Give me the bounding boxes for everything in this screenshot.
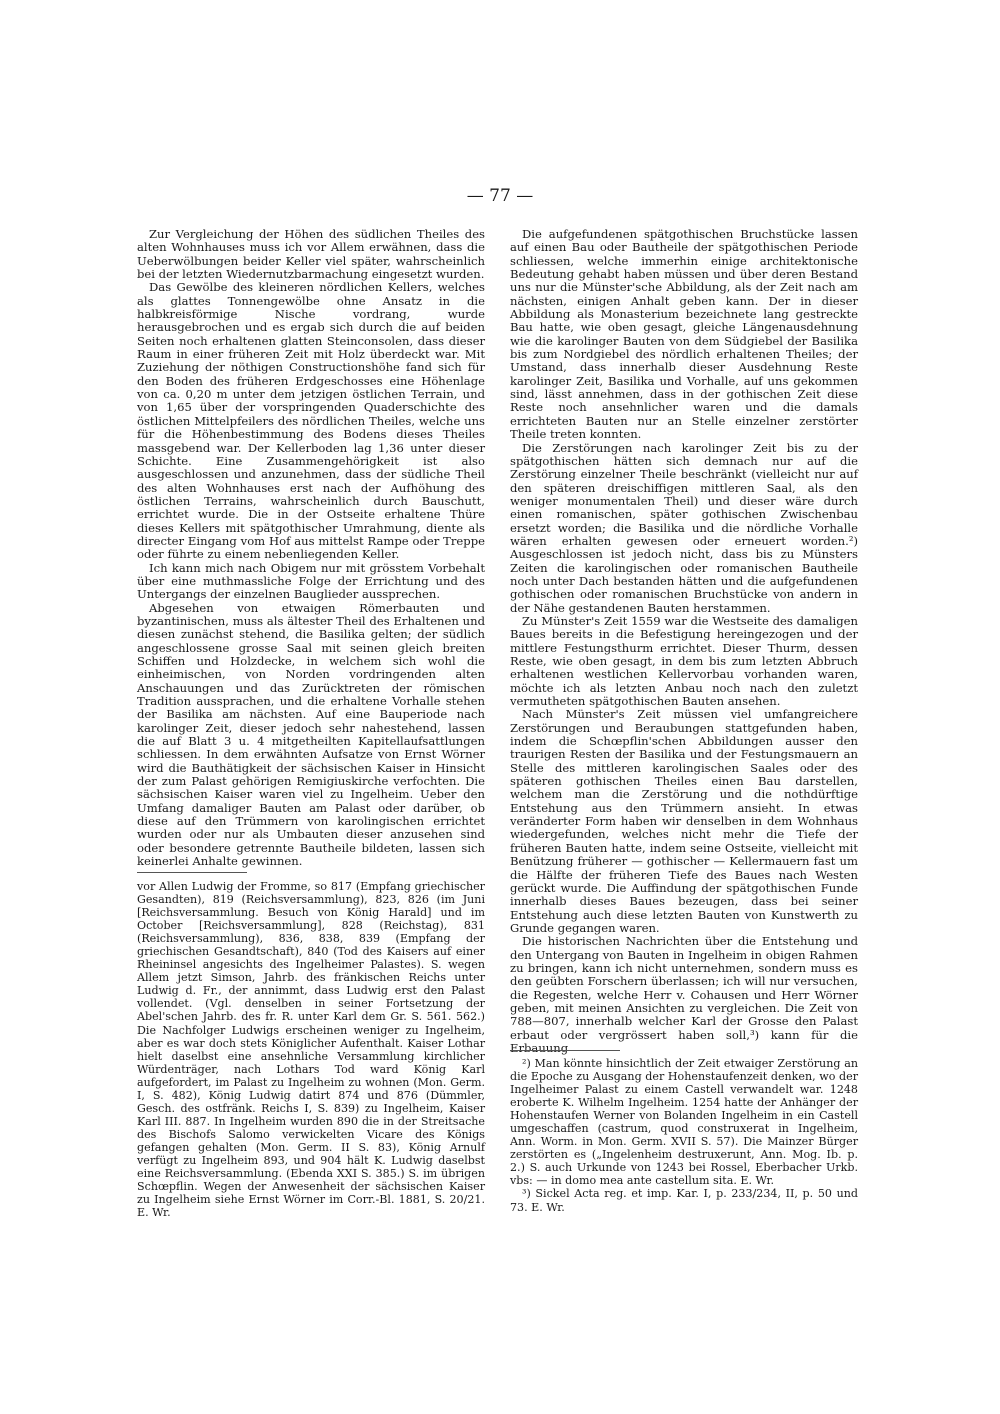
footnote-text: vor Allen Ludwig der Fromme, so 817 (Empfang griechischer Gesandten), 819 (Reichsversammlung), 823, 826 (im Juni [Reichsversammlung. Besuch von König Harald] und im October [Reichsversammlung], 828 (Reichstag), 831 (Reichsversammlung), 836, 838, 839 (Empfang der griechischen Gesandtschaft), 840 (Tod des Kaisers auf einer Rheininsel angesichts des Ingelheimer Palastes). S. wegen Allem jetzt Simson, Jahrb. des fränkischen Reichs unter Ludwig d. Fr., der annimmt, dass Ludwig erst den Palast vollendet. (Vgl. denselben in seiner Fortsetzung der Abel'schen Jahrb. des fr. R. unter Karl dem Gr. S. 561. 562.) Die Nachfolger Ludwigs erscheinen weniger zu Ingelheim, aber es war doch stets Königlicher Aufenthalt. Kaiser Lothar hielt daselbst eine ansehnliche Versammlung kirchlicher Würdenträger, nach Lothars Tod ward König Karl aufgefordert, im Palast zu Ingelheim zu wohnen (Mon. Germ. I, S. 482), König Ludwig datirt 874 und 876 (Dümmler, Gesch. des ostfränk. Reichs I, S. 839) zu Ingelheim, Kaiser Karl III. 887. In Ingelheim wurden 890 die in der Streitsache des Bischofs Salomo verwickelten Vicare des Königs gefangen gehalten (Mon. Germ. II S. 83), König Arnulf verfügt zu Ingelheim 893, und 904 hält K. Ludwig daselbst eine Reichsversammlung. (Ebenda XXI S. 385.) S. im übrigen Schœpflin. Wegen der Anwesenheit der sächsischen Kaiser zu Ingelheim siehe Ernst Wörner im Corr.-Bl. 1881, S. 20/21. E. Wr.: [137, 880, 485, 1220]
paragraph: Abgesehen von etwaigen Römerbauten und byzantinischen, muss als ältester Theil des Erhaltenen und diesen zunächst stehend, die Basilika gelten; der südlich angeschlossene grosse Saal mit seinen gleich breiten Schiffen und Holzdecke, in welchem sich wohl die einheimischen, von Norden vordringenden alten Anschauungen und das Zurücktreten der römischen Tradition aussprachen, und die erhaltene Vorhalle stehen der Basilika am nächsten. Auf eine Bauperiode nach karolinger Zeit, dieser jedoch sehr nahestehend, lassen die auf Blatt 3 u. 4 mitgetheilten Kapitellaufsattlungen schliessen. In dem erwähnten Aufsatze von Ernst Wörner wird die Bauthätigkeit der sächsischen Kaiser in Hinsicht der zum Palast gehörigen Remigiuskirche verfochten. Die sächsischen Kaiser waren viel zu Ingelheim. Ueber den Umfang damaliger Bauten am Palast oder darüber, ob diese auf den Trümmern von karolingischen errichtet wurden oder nur als Umbauten dieser anzusehen sind oder besondere getrennte Bautheile bildeten, lassen sich keinerlei Anhalte gewinnen.: [137, 600, 485, 869]
paragraph: Die aufgefundenen spätgothischen Bruchstücke lassen auf einen Bau oder Bautheile der spätgothischen Periode schliessen, welche immerhin einige architektonische Bedeutung gehabt haben müssen und über deren Bestand uns nur die Münster'sche Abbildung, als der Zeit nach am nächsten, einigen Anhalt geben kann. Der in dieser Abbildung als Monasterium bezeichnete lang gestreckte Bau hatte, wie oben gesagt, gleiche Längenausdehnung wie die karolinger Bauten von dem Südgiebel der Basilika bis zum Nordgiebel des nördlich erhaltenen Theiles; der Umstand, dass innerhalb dieser Ausdehnung Reste karolinger Zeit, Basilika und Vorhalle, auf uns gekommen sind, lässt annehmen, dass in der gothischen Zeit diese Reste noch ansehnlicher waren und die damals errichteten Bauten nur an Stelle einzelner zerstörter Theile treten konnten.: [510, 227, 858, 442]
paragraph: Ich kann mich nach Obigem nur mit grösstem Vorbehalt über eine muthmassliche Folge der Errichtung und des Untergangs der einzelnen Bauglieder aussprechen.: [137, 560, 485, 602]
left-footnote: [137, 880, 485, 1219]
right-column: [510, 228, 858, 1055]
paragraph: Das Gewölbe des kleineren nördlichen Kellers, welches als glattes Tonnengewölbe ohne Ansatz in die halbkreisförmige Nische vordrang, wurde herausgebrochen und es ergab sich durch die auf beiden Seiten noch erhaltenen glatten Steinconsolen, dass dieser Raum in einer früheren Zeit mit Holz überdeckt war. Mit Zuziehung der nöthigen Constructionshöhe fand sich für den Boden des früheren Erdgeschosses eine Höhenlage von ca. 0,20 m unter dem jetzigen östlichen Terrain, und von 1,65 über der vorspringenden Quaderschichte des östlichen Mittelpfeilers des nördlichen Theiles, welche uns für die Höhenbestimmung des Bodens dieses Theiles massgebend war. Der Kellerboden lag 1,36 unter dieser Schichte. Eine Zusammengehörigkeit ist also ausgeschlossen und anzunehmen, dass der südliche Theil des alten Wohnhauses erst nach der Aufhöhung des östlichen Terrains, wahrscheinlich durch Bauschutt, errichtet wurde. Die in der Ostseite erhaltene Thüre dieses Kellers mit spätgothischer Umrahmung, diente als directer Eingang vom Hof aus mittelst Rampe oder Treppe oder führte zu einem nebenliegenden Keller.: [137, 280, 485, 562]
footnote-3: ³) Sickel Acta reg. et imp. Kar. I, p. 233/234, II, p. 50 und 73. E. Wr.: [510, 1187, 858, 1214]
left-column: [137, 228, 485, 869]
paragraph: Die Zerstörungen nach karolinger Zeit bis zu der spätgothischen hätten sich demnach nur auf die Zerstörung einzelner Theile beschränkt (vielleicht nur auf den späteren dreischiffigen mittleren Saal, als den weniger monumentalen Theil) und dieser wäre durch einen romanischen, später gothischen Zwischenbau ersetzt worden; die Basilika und die nördliche Vorhalle wären erhalten gewesen oder erneuert worden.²) Ausgeschlossen ist jedoch nicht, dass bis zu Münsters Zeiten die karolingischen oder romanischen Bautheile noch unter Dach bestanden hätten und die aufgefundenen gothischen oder romanischen Bruchstücke von andern in der Nähe gestandenen Bauten herstammen.: [510, 440, 858, 615]
page-number: — 77 —: [466, 186, 534, 206]
paragraph: Zur Vergleichung der Höhen des südlichen Theiles des alten Wohnhauses muss ich vor Allem erwähnen, dass die Ueberwölbungen beider Keller viel später, wahrscheinlich bei der letzten Wiedernutzbarmachung eingesetzt wurden.: [137, 227, 485, 282]
footnote-2: ²) Man könnte hinsichtlich der Zeit etwaiger Zerstörung an die Epoche zu Ausgang der Hohenstaufenzeit denken, wo der Ingelheimer Palast zu einem Castell verwandelt war. 1248 eroberte K. Wilhelm Ingelheim. 1254 hatte der Anhänger der Hohenstaufen Werner von Bolanden Ingelheim in ein Castell umgeschaffen (castrum, quod construxerat in Ingelheim, Ann. Worm. in Mon. Germ. XVII S. 57). Die Mainzer Bürger zerstörten es („Ingelenheim destruxerunt, Ann. Mog. Ib. p. 2.) S. auch Urkunde von 1243 bei Rossel, Eberbacher Urkb. vbs: — in domo mea ante castellum sita. E. Wr.: [510, 1057, 858, 1188]
right-footnotes: [510, 1057, 858, 1214]
paragraph: Nach Münster's Zeit müssen viel umfangreichere Zerstörungen und Beraubungen stattgefunden haben, indem die Schœpflin'schen Abbildungen ausser den traurigen Resten der Basilika und der Festungsmauern an Stelle des mittleren karolingischen Saales oder des späteren gothischen Theiles einen Bau darstellen, welchem man die Zerstörung und die nothdürftige Entstehung aus den Trümmern ansieht. In etwas veränderter Form haben wir denselben in dem Wohnhaus wiedergefunden, welches nicht mehr die Tiefe der früheren Bauten hatte, indem seine Ostseite, vielleicht mit Benützung früherer — gothischer — Kellermauern fast um die Hälfte der früheren Tiefe des Baues nach Westen gerückt wurde. Die Auffindung der spätgothischen Funde innerhalb dieses Baues bezeugen, dass bei seiner Entstehung auch diese letzten Bauten von Kunstwerth zu Grunde gegangen waren.: [510, 707, 858, 935]
footnote-rule: [510, 1050, 620, 1051]
paragraph: Die historischen Nachrichten über die Entstehung und den Untergang von Bauten in Ingelheim in obigen Rahmen zu bringen, kann ich nicht unternehmen, sondern muss es den geübten Forschern überlassen; ich will nur versuchen, die Regesten, welche Herr v. Cohausen und Herr Wörner geben, mit meinen Ansichten zu vergleichen. Die Zeit von 788—807, innerhalb welcher Karl der Grosse den Palast erbaut oder vergrössert haben soll,³) kann für die Erbauung: [510, 934, 858, 1055]
footnote-rule: [137, 872, 247, 873]
paragraph: Zu Münster's Zeit 1559 war die Westseite des damaligen Baues bereits in die Befestigung hereingezogen und der mittlere Festungsthurm errichtet. Dieser Thurm, dessen Reste, wie oben gesagt, in dem bis zum letzten Abbruch erhaltenen westlichen Kellervorbau vorhanden waren, möchte ich als letzten Anbau noch nach den zuletzt vermutheten spätgothischen Bauten ansehen.: [510, 613, 858, 709]
